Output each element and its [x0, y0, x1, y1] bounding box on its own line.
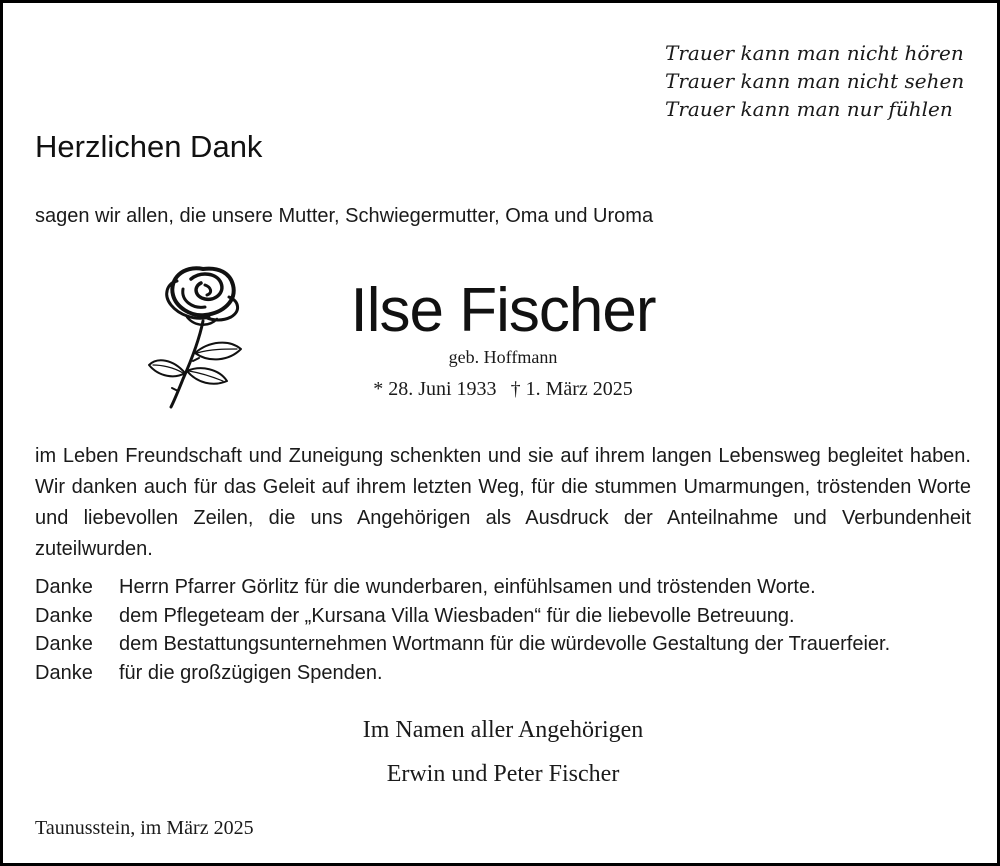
rose-icon: [143, 261, 258, 411]
list-item: [35, 630, 985, 659]
list-item: [35, 659, 985, 688]
intro-text: sagen wir allen, die unsere Mutter, Schwiegermutter, Oma und Uroma: [35, 205, 654, 227]
deceased-name: Ilse Fischer: [350, 276, 656, 345]
poem-line: Trauer kann man nur fühlen: [665, 97, 953, 121]
signature-intro: Im Namen aller Angehörigen: [362, 717, 644, 743]
maiden-name: geb. Hoffmann: [448, 347, 558, 367]
signature-names: Erwin und Peter Fischer: [386, 761, 620, 787]
thanks-label: Danke: [35, 633, 93, 655]
thanks-text: dem Pflegeteam der „Kursana Villa Wiesbaden“ für die liebevolle Betreuung.: [119, 604, 795, 627]
life-dates: [303, 378, 703, 401]
list-item: [35, 573, 985, 602]
thanks-label: Danke: [35, 661, 93, 684]
death-date: † 1. März 2025: [510, 378, 633, 400]
poem-line: Trauer kann man nicht hören: [665, 41, 964, 65]
thanks-list: [35, 573, 985, 687]
thanks-label: Danke: [35, 604, 93, 627]
page-title: Herzlichen Dank: [35, 129, 263, 164]
birth-date: * 28. Juni 1933: [373, 378, 497, 400]
poem: [665, 39, 985, 123]
place-date: Taunusstein, im März 2025: [35, 817, 254, 839]
thanks-text: für die großzügigen Spenden.: [119, 661, 383, 684]
thanks-text: Herrn Pfarrer Görlitz für die wunderbaren, einfühlsamen und tröstenden Worte.: [119, 576, 816, 598]
poem-line: Trauer kann man nicht sehen: [665, 69, 965, 93]
body-text: im Leben Freundschaft und Zuneigung schenkten und sie auf ihrem langen Lebensweg begleitet haben. Wir danken auch für das Geleit auf ihrem letzten Weg, für die stummen Umarmungen, tröstenden Worte und liebevollen Zeilen, die uns Angehörigen als Ausdruck der Anteilnahme und Verbundenheit zuteilwurden.: [35, 445, 971, 560]
list-item: [35, 602, 985, 631]
thanks-text: dem Bestattungsunternehmen Wortmann für die würdevolle Gestaltung der Trauerfeier.: [119, 633, 891, 655]
thanks-label: Danke: [35, 576, 93, 598]
